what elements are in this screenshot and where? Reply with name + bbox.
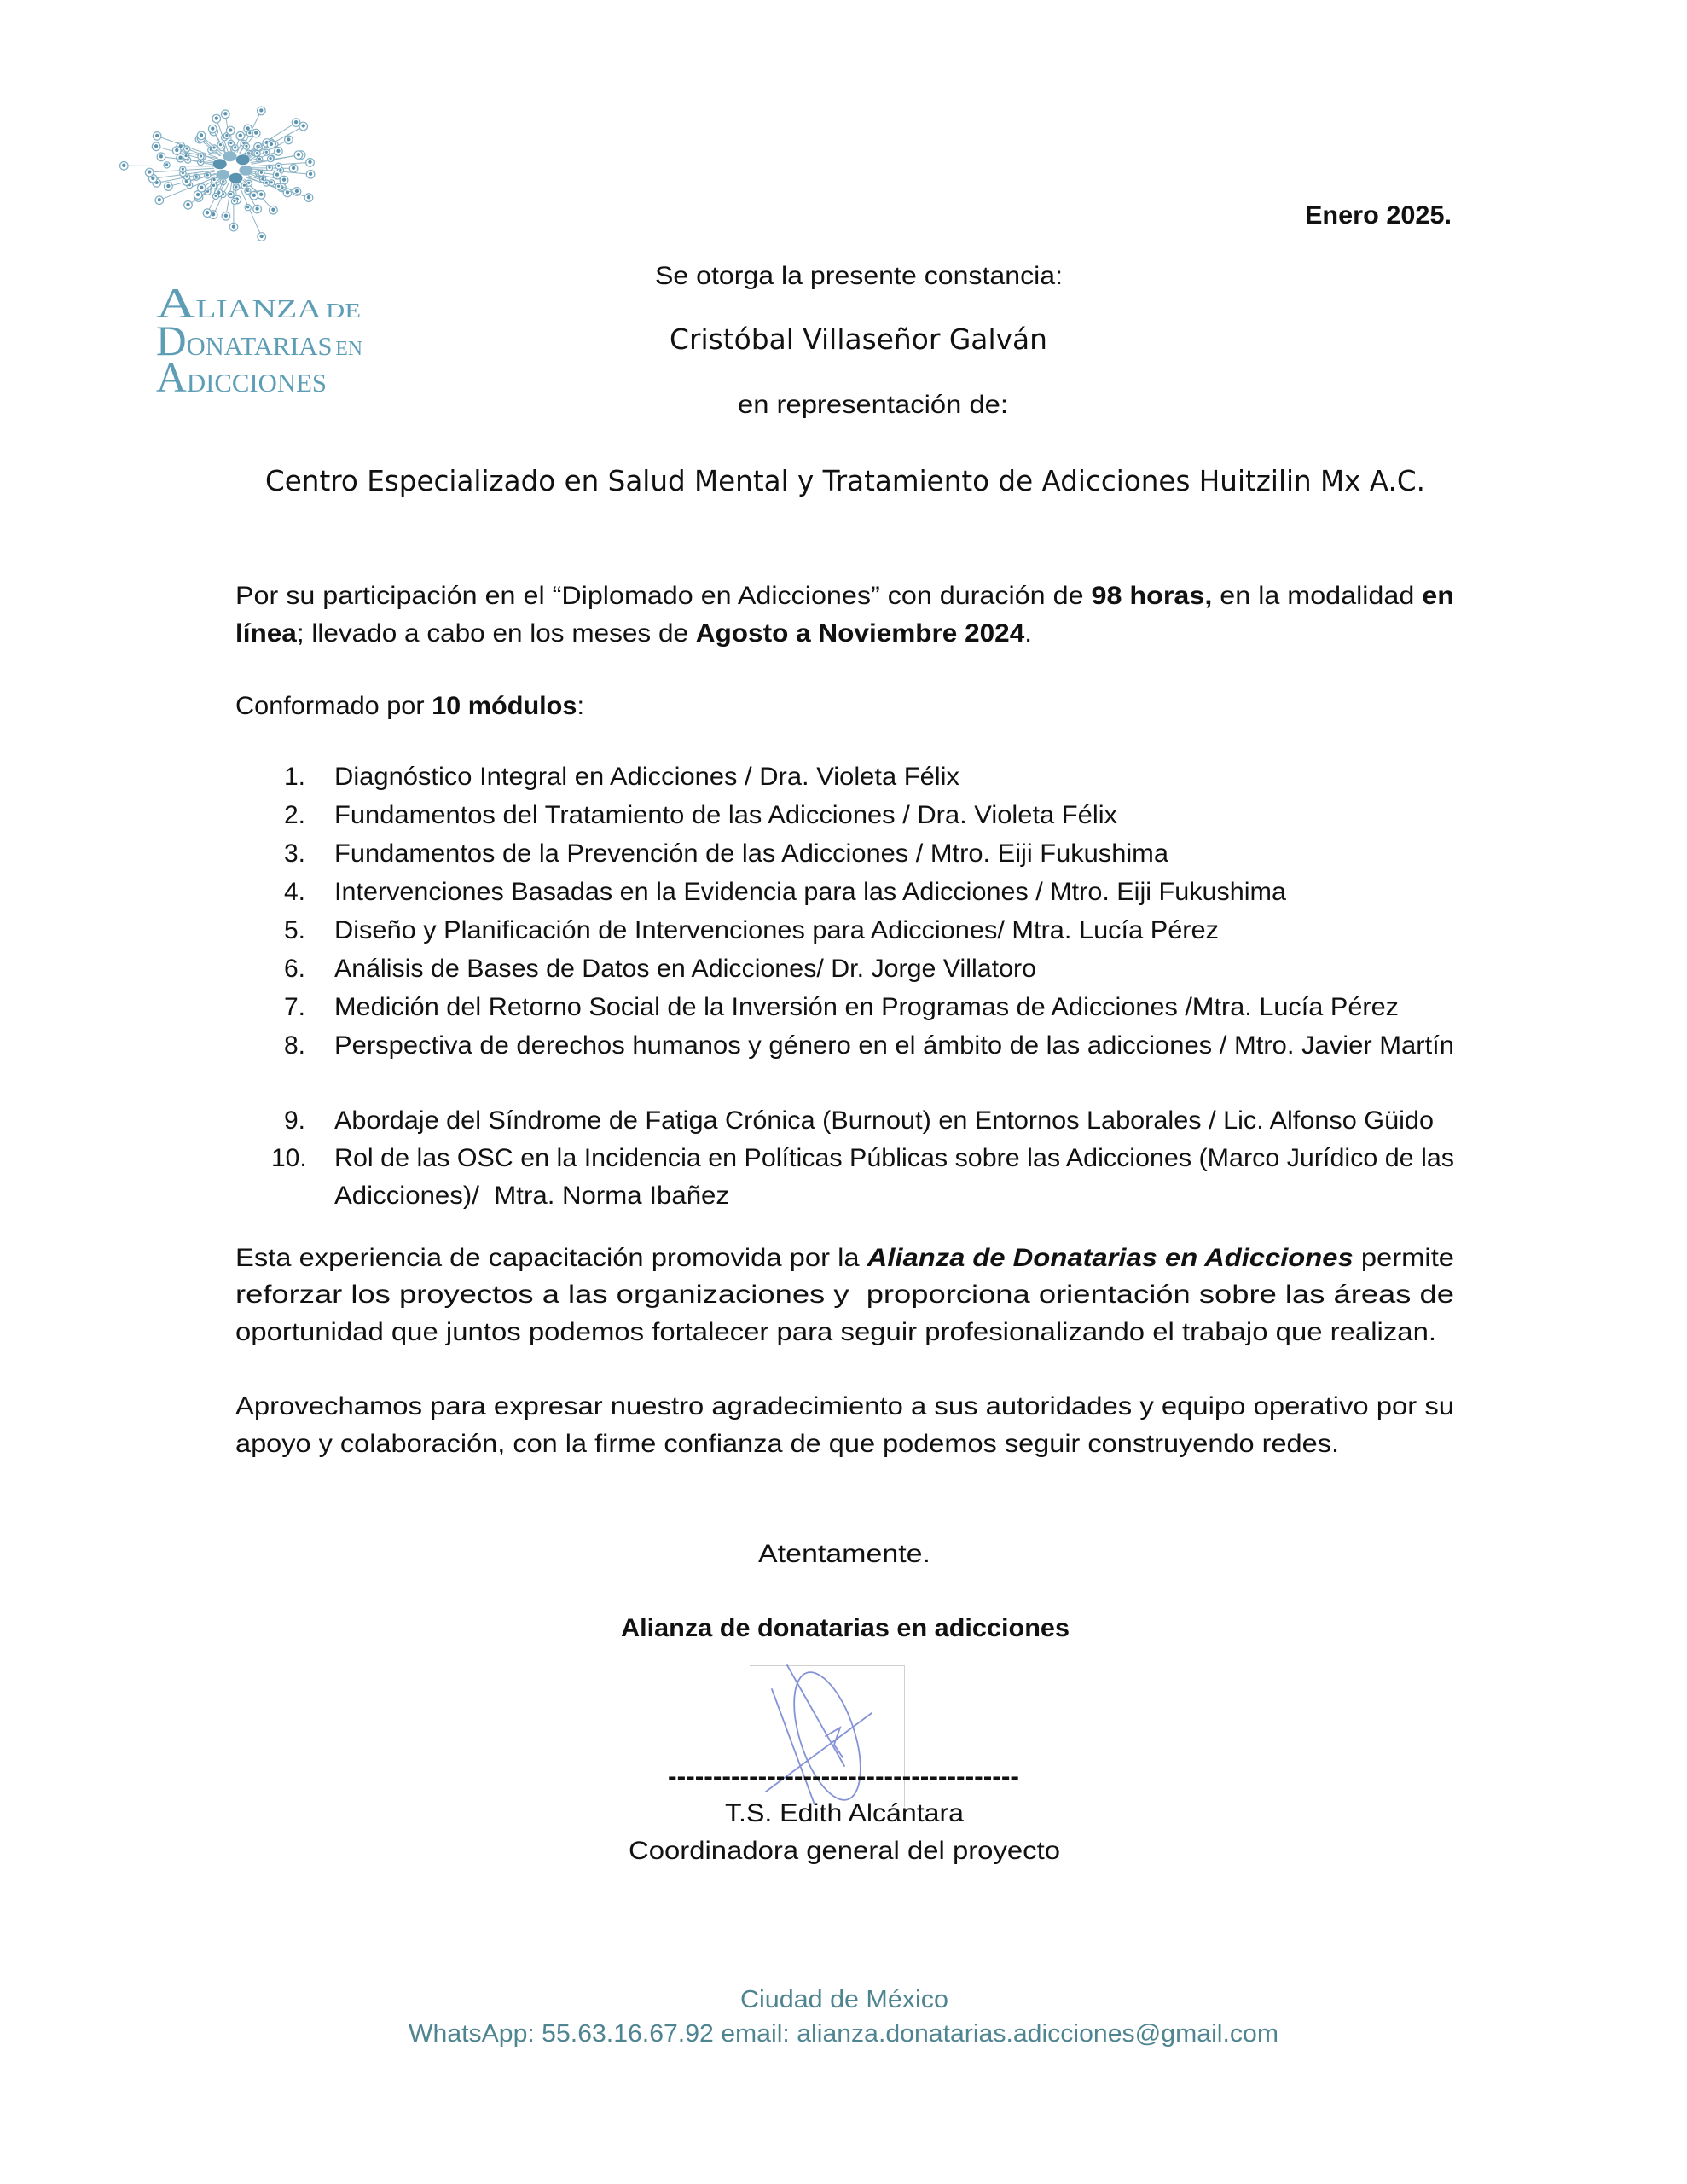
network-node-core — [302, 124, 305, 127]
module-item: Perspectiva de derechos humanos y género en el ámbito de las adicciones / Mtro. Javier Martín — [334, 1031, 1454, 1060]
network-hub-segment — [236, 154, 250, 165]
network-node-core — [151, 177, 154, 180]
network-hub-segment — [229, 173, 243, 183]
network-node-core — [276, 149, 280, 153]
network-node-core — [277, 165, 280, 167]
network-node-core — [175, 148, 178, 152]
network-node-core — [185, 147, 188, 149]
module-number: 5. — [284, 916, 306, 944]
thanks-line-2: apoyo y colaboración, con la firme confianza de que podemos seguir construyendo redes. — [235, 1430, 1339, 1458]
network-hub-segment — [216, 170, 229, 180]
module-number: 7. — [284, 993, 306, 1021]
thanks-line-1: Aprovechamos para expresar nuestro agradecimiento a sus autoridades y equipo operativo por su — [235, 1392, 1455, 1420]
module-number: 8. — [284, 1031, 306, 1060]
network-node-core — [277, 185, 280, 188]
logo-network-group — [120, 107, 315, 241]
network-node-core — [233, 200, 235, 202]
network-node-core — [148, 170, 151, 173]
module-item: Diagnóstico Integral en Adicciones / Dra. Violeta Félix — [334, 763, 959, 791]
logo-initial: A — [156, 279, 196, 327]
network-node-core — [184, 154, 187, 157]
representing-label: en representación de: — [738, 391, 1008, 419]
logo-line-1 — [156, 279, 361, 327]
network-node-core — [182, 167, 184, 170]
hours-bold: 98 horas, — [1091, 582, 1213, 610]
network-node-core — [122, 164, 125, 167]
logo-word: DE — [326, 300, 361, 322]
network-node-core — [159, 154, 163, 158]
logo-word: ONATARIAS — [186, 331, 333, 361]
network-node-core — [229, 128, 232, 131]
network-node-core — [229, 193, 232, 195]
network-node-core — [206, 211, 209, 214]
network-node-core — [258, 158, 261, 160]
network-node-core — [259, 193, 263, 196]
signature-stroke — [826, 1728, 843, 1757]
module-item: Rol de las OSC en la Incidencia en Políticas Públicas sobre las Adicciones (Marco Jurídico de las — [334, 1144, 1454, 1172]
participation-line-1 — [235, 584, 1454, 609]
network-node-core — [223, 112, 227, 115]
text-run: ; llevado a cabo en los meses de — [296, 619, 696, 648]
network-node-core — [269, 157, 271, 160]
network-node-core — [287, 137, 290, 141]
network-node-core — [246, 126, 250, 130]
network-node-core — [211, 126, 214, 130]
signer-title: Coordinadora general del proyecto — [629, 1837, 1060, 1865]
network-node-core — [229, 142, 232, 144]
network-node-core — [200, 154, 202, 157]
network-node-core — [308, 160, 311, 164]
network-node-core — [166, 184, 170, 188]
modality-bold: línea — [235, 619, 297, 648]
network-node-core — [268, 166, 270, 169]
network-node-core — [212, 184, 215, 187]
network-node-core — [155, 134, 159, 137]
module-item: Diseño y Planificación de Intervenciones para Adicciones/ Mtra. Lucía Pérez — [334, 916, 1219, 944]
network-node-core — [275, 172, 279, 176]
module-item-continuation: Adicciones)/ Mtra. Norma Ibañez — [334, 1182, 729, 1210]
closing-org: Alianza de donatarias en adicciones — [621, 1614, 1070, 1642]
module-item: Análisis de Bases de Datos en Adicciones/ Dr. Jorge Villatoro — [334, 955, 1036, 983]
network-node-core — [282, 178, 286, 182]
text-run: Conformado por — [235, 692, 432, 720]
module-item: Fundamentos de la Prevención de las Adicciones / Mtro. Eiji Fukushima — [334, 839, 1168, 868]
network-node-core — [186, 175, 188, 177]
network-node-core — [270, 142, 273, 146]
network-node-core — [260, 235, 264, 238]
network-node-core — [271, 208, 275, 212]
module-item: Intervenciones Basadas en la Evidencia para las Adicciones / Mtro. Eiji Fukushima — [334, 878, 1286, 906]
network-node-core — [158, 198, 161, 201]
modules-intro — [235, 694, 584, 719]
network-node-core — [212, 146, 215, 148]
logo-word: EN — [335, 338, 362, 360]
network-node-core — [154, 144, 158, 148]
network-node-core — [215, 116, 218, 119]
modality-bold: en — [1422, 582, 1454, 610]
text-run: Esta experiencia de capacitación promovida por la — [235, 1244, 867, 1272]
closing-regards: Atentamente. — [758, 1540, 930, 1568]
network-hub-segment — [239, 166, 252, 176]
network-hub-segment — [213, 159, 227, 169]
dates-bold: Agosto a Noviembre 2024 — [695, 619, 1025, 648]
module-number: 1. — [284, 763, 306, 791]
intro-text: Se otorga la presente constancia: — [655, 262, 1063, 290]
network-node-core — [246, 206, 249, 208]
network-node-core — [255, 206, 258, 210]
network-node-core — [212, 212, 215, 216]
network-hub-segment — [223, 151, 237, 161]
network-node-core — [265, 151, 268, 154]
footer-city: Ciudad de México — [740, 1986, 948, 2013]
logo-network-icon — [119, 92, 362, 263]
network-node-core — [206, 173, 209, 176]
signature-line: --------------------------------------- — [668, 1763, 1019, 1791]
participation-line-2 — [235, 621, 1032, 647]
text-run: : — [577, 692, 584, 720]
signature-stroke — [787, 1665, 844, 1766]
recipient-name: Cristóbal Villaseñor Galván — [670, 322, 1047, 356]
network-node-core — [195, 176, 198, 178]
network-node-core — [219, 143, 222, 146]
network-node-core — [186, 203, 189, 206]
network-node-core — [200, 133, 203, 136]
network-node-core — [248, 131, 251, 134]
module-item: Abordaje del Síndrome de Fatiga Crónica (Burnout) en Entornos Laborales / Lic. Alfonso Güido — [334, 1107, 1434, 1135]
modules-count-bold: 10 módulos — [432, 692, 577, 720]
network-node-core — [243, 184, 246, 187]
text-run: en la modalidad — [1212, 582, 1423, 610]
network-node-core — [252, 194, 256, 197]
network-node-core — [247, 182, 250, 184]
module-number: 6. — [284, 955, 306, 983]
logo-word: LIANZA — [195, 293, 322, 323]
network-node-core — [309, 172, 312, 176]
network-node-core — [256, 152, 258, 154]
network-node-core — [214, 195, 217, 197]
experience-line-2: reforzar los proyectos a las organizaciones y proporciona orientación sobre las áreas de — [235, 1281, 1454, 1309]
module-number: 4. — [284, 878, 306, 906]
organization-name: Centro Especializado en Salud Mental y Tratamiento de Adicciones Huitzilin Mx A.C. — [265, 464, 1425, 497]
network-node-core — [200, 186, 203, 189]
network-node-core — [270, 181, 273, 183]
org-name-bold-italic: Alianza de Donatarias en Adicciones — [867, 1244, 1354, 1272]
logo-initial: A — [156, 353, 187, 401]
module-item: Medición del Retorno Social de la Inversión en Programas de Adicciones /Mtra. Lucía Pérez — [334, 993, 1399, 1021]
network-node-core — [225, 134, 228, 136]
network-node-core — [234, 146, 236, 148]
module-item: Fundamentos del Tratamiento de las Adicciones / Dra. Violeta Félix — [334, 801, 1117, 829]
network-node-core — [254, 131, 258, 134]
network-node-core — [165, 163, 168, 166]
logo-line-3 — [156, 353, 327, 401]
experience-line-1 — [235, 1246, 1454, 1271]
network-node-core — [196, 193, 200, 196]
network-node-core — [235, 185, 237, 188]
experience-line-3: oportunidad que juntos podemos fortalecer para seguir profesionalizando el trabajo que realizan. — [235, 1318, 1436, 1346]
logo-initial: D — [156, 317, 187, 364]
module-number: 2. — [284, 801, 306, 829]
network-node-core — [232, 224, 235, 228]
footer-contact: WhatsApp: 55.63.16.67.92 email: alianza.donatarias.adicciones@gmail.com — [409, 2020, 1278, 2048]
network-node-core — [259, 108, 263, 112]
network-node-core — [260, 171, 263, 174]
network-node-core — [294, 120, 298, 124]
network-node-core — [224, 214, 228, 218]
document-date: Enero 2025. — [1305, 201, 1452, 229]
module-number: 3. — [284, 839, 306, 868]
module-number: 9. — [284, 1107, 306, 1135]
text-run: Por su participación en el “Diplomado en Adicciones” con duración de — [235, 582, 1092, 610]
network-node-core — [239, 134, 242, 137]
signer-name: T.S. Edith Alcántara — [725, 1799, 964, 1827]
network-node-core — [297, 153, 300, 156]
network-node-core — [295, 189, 299, 193]
text-run: permite — [1353, 1244, 1455, 1272]
text-run: . — [1024, 619, 1032, 648]
network-node-core — [307, 195, 310, 199]
logo-word: DICCIONES — [186, 368, 327, 398]
network-node-core — [292, 166, 295, 170]
network-node-core — [245, 145, 247, 148]
module-number: 10. — [271, 1144, 307, 1172]
